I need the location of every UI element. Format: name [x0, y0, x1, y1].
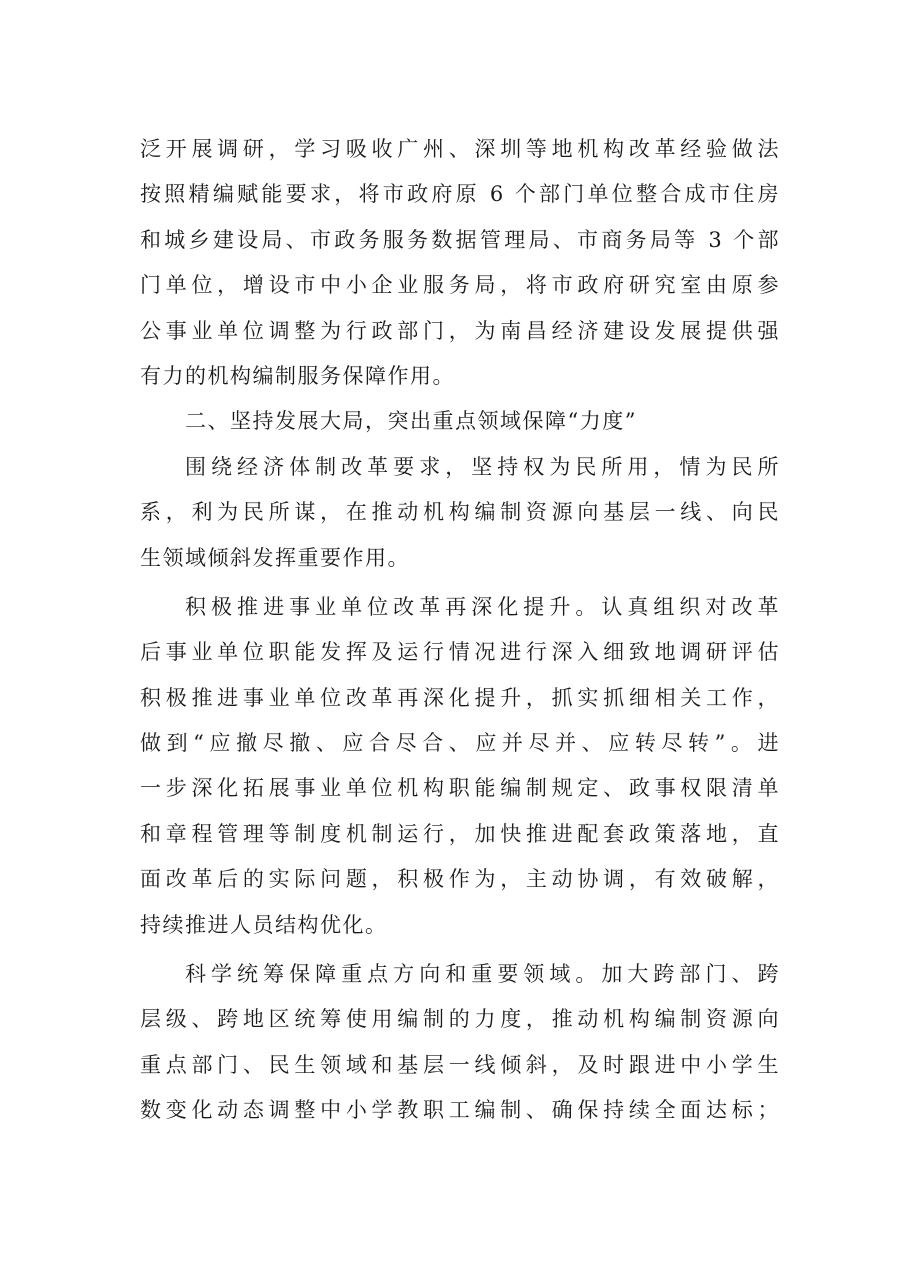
- paragraph-2: [140, 445, 780, 581]
- paragraph-3: [140, 585, 780, 948]
- paragraph-line: 层级、跨地区统筹使用编制的力度，推动机构编制资源向: [140, 1007, 780, 1032]
- paragraph-line: 公事业单位调整为行政部门，为南昌经济建设发展提供强: [140, 318, 780, 343]
- paragraph-line: 做到“应撤尽撤、应合尽合、应并尽并、应转尽转”。进: [140, 731, 780, 756]
- paragraph-line: 泛开展调研，学习吸收广州、深圳等地机构改革经验做法: [140, 137, 780, 161]
- paragraph-line: 和城乡建设局、市政务服务数据管理局、市商务局等 3 个部: [140, 227, 780, 252]
- paragraph-line: 门单位，增设市中小企业服务局，将市政府研究室由原参: [140, 273, 780, 298]
- paragraph-line: 一步深化拓展事业单位机构职能编制规定、政事权限清单: [140, 776, 780, 801]
- paragraph-line: 系，利为民所谋，在推动机构编制资源向基层一线、向民: [140, 500, 780, 525]
- paragraph-line: 持续推进人员结构优化。: [140, 912, 388, 937]
- paragraph-line: 面改革后的实际问题，积极作为，主动协调，有效破解，: [140, 867, 780, 892]
- paragraph-line: 生领域倾斜发挥重要作用。: [140, 545, 410, 570]
- paragraph-4: [140, 952, 780, 1134]
- paragraph-line: 科学统筹保障重点方向和重要领域。加大跨部门、跨: [185, 962, 780, 987]
- section-heading: 二、坚持发展大局，突出重点领域保障“力度”: [185, 409, 637, 434]
- paragraph-1: [140, 127, 780, 399]
- document-body: [140, 127, 780, 1134]
- paragraph-line: 数变化动态调整中小学教职工编制、确保持续全面达标；: [140, 1098, 780, 1123]
- paragraph-line: 按照精编赋能要求，将市政府原 6 个部门单位整合成市住房: [140, 182, 780, 207]
- paragraph-line: 积极推进事业单位改革再深化提升，抓实抓细相关工作，: [140, 685, 780, 710]
- paragraph-line: 积极推进事业单位改革再深化提升。认真组织对改革: [185, 594, 780, 619]
- paragraph-line: 围绕经济体制改革要求，坚持权为民所用，情为民所: [185, 454, 780, 479]
- paragraph-line: 有力的机构编制服务保障作用。: [140, 363, 455, 388]
- paragraph-line: 后事业单位职能发挥及运行情况进行深入细致地调研评估: [140, 640, 780, 665]
- paragraph-line: 重点部门、民生领域和基层一线倾斜，及时跟进中小学生: [140, 1052, 780, 1077]
- paragraph-line: 和章程管理等制度机制运行，加快推进配套政策落地，直: [140, 821, 780, 846]
